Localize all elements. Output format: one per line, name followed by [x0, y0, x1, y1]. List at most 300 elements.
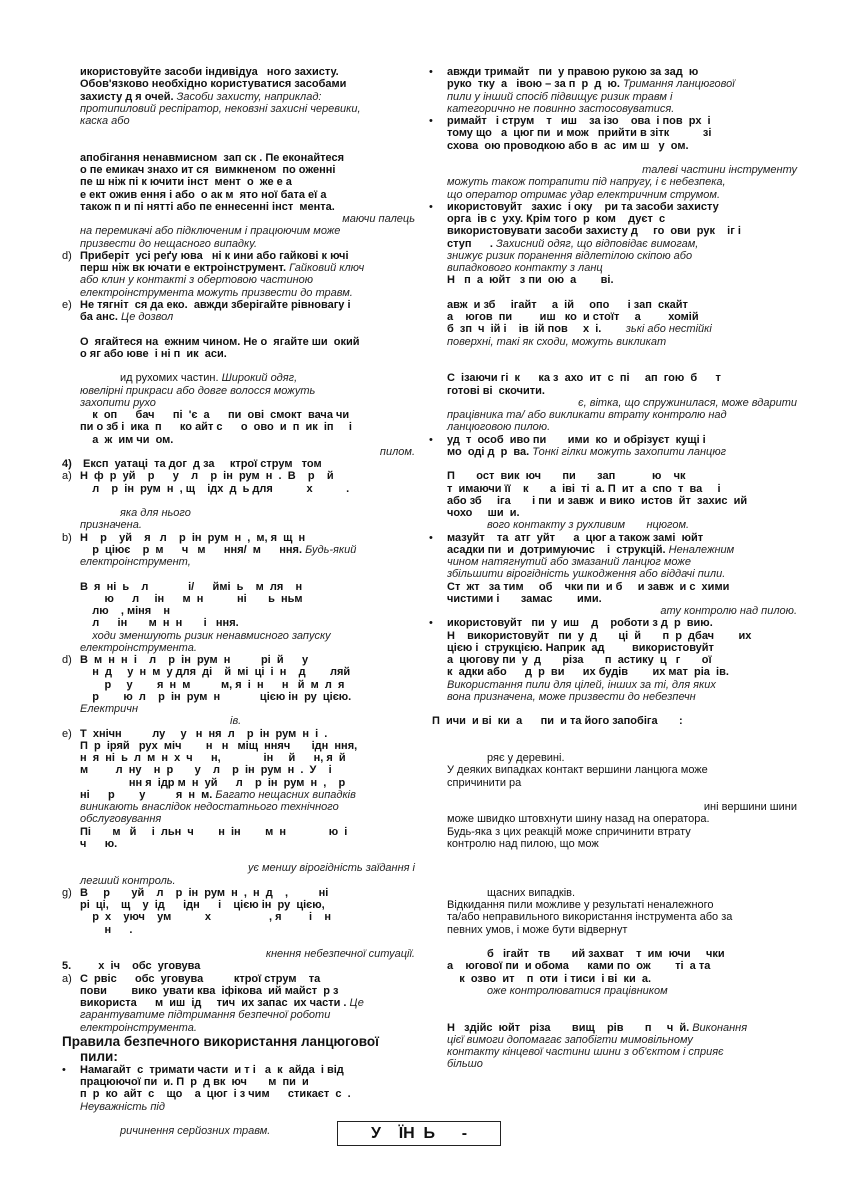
text-line — [80, 483, 415, 495]
bold-text: Н здійс юйт різа вищ рів п ч й. — [447, 1021, 690, 1034]
bold-text: авжди тримайт пи у правою рукою за зад ю — [447, 66, 699, 78]
text-line — [447, 360, 797, 372]
bold-text: В м н н і л р ін рум н рі й у — [80, 654, 309, 666]
italic-text: Неналежним — [665, 543, 735, 556]
list-marker: a) — [62, 470, 72, 483]
bold-text: п р ко айт с що а цюг і з чим стикаєт с . — [80, 1088, 351, 1101]
regular-text: У деяких випадках контакт вершини ланцюга може — [447, 764, 708, 777]
regular-text: ині вершини шини — [703, 801, 797, 813]
bold-text: В я нi ь л і/ ймі ь м ля н — [80, 580, 303, 593]
text-line — [447, 495, 797, 507]
text-line — [80, 397, 415, 409]
text-line — [80, 605, 415, 617]
text-line — [80, 446, 415, 458]
italic-text: талеві частини інструменту — [642, 164, 797, 176]
bold-text: уд т особ иво пи ими ко и обрізуєт кущі і — [447, 433, 706, 446]
text-line — [447, 409, 797, 421]
bold-text: икористовуйте засоби індивідуа ного захисту. — [80, 66, 339, 78]
text-line — [447, 642, 797, 654]
text-line — [447, 446, 797, 458]
text-line — [80, 924, 415, 936]
regular-text: контролю над пилою, що мож — [447, 837, 599, 850]
bold-text: захисту д я очей. — [80, 90, 174, 103]
text-line — [80, 826, 415, 838]
text-line — [80, 385, 415, 397]
italic-text: електроінструмента. — [80, 641, 197, 654]
text-line — [80, 274, 415, 286]
bold-text: пови вико увати ква іфікова ий майст р з — [80, 984, 339, 997]
bold-text: пи о зб і ика п ко айт с о ово и п ик іп і — [80, 421, 352, 434]
italic-text: Захисний одяг, що відповідає вимогам, — [492, 237, 699, 250]
text-line — [80, 556, 415, 568]
bold-text: чохо ши и. — [447, 507, 520, 519]
text-line — [447, 238, 797, 250]
list-marker: • — [62, 1063, 66, 1076]
text-line — [80, 409, 415, 421]
text-line — [80, 936, 415, 948]
italic-text: цієї вимоги допомагає запобігти мимовільному — [447, 1033, 693, 1046]
bold-text: мо оді д р ва. — [447, 445, 530, 458]
list-marker: • — [429, 66, 433, 78]
text-line — [447, 985, 797, 997]
italic-text: ланцюговою пилою. — [447, 421, 551, 434]
list-marker: d) — [62, 249, 72, 262]
regular-text: щасних випадків. — [487, 886, 576, 899]
text-line — [447, 421, 797, 433]
text-line — [447, 838, 797, 850]
regular-text: Відкидання пили можливе у результаті неналежного — [447, 899, 714, 911]
text-line — [80, 91, 415, 103]
text-line — [447, 152, 797, 164]
text-line — [447, 740, 797, 752]
bold-text: Обов'язково необхідно користуватися засобами — [80, 78, 347, 91]
italic-text: чином натягнутий або змазаний ланцюг може — [447, 556, 691, 568]
italic-text: яка для нього — [120, 507, 191, 519]
italic-text: протипиловий респіратор, нековзні захисні черевики, — [80, 102, 361, 115]
italic-text: захопити рухо — [80, 396, 156, 409]
italic-text: ів. — [230, 715, 242, 728]
bold-text: а цюгову пи у д різа п астику ц г ої — [447, 654, 712, 666]
italic-text: маючи палець — [342, 213, 415, 225]
italic-text: електроінструмента. — [80, 1021, 197, 1034]
text-line — [80, 115, 415, 127]
bold-text: орга ів с уху. Крім того р ком дуєт с — [447, 213, 666, 225]
bold-text: цією і струкцією. Наприк ад використовуйт — [447, 641, 714, 654]
text-line — [80, 850, 415, 862]
text-line — [447, 519, 797, 531]
text-line — [447, 262, 797, 274]
italic-text: електроінструмента можуть призвести до травм. — [80, 286, 353, 299]
page-footer-label: У ЇН Ь - — [337, 1121, 501, 1146]
bold-text: н . — [80, 923, 133, 936]
list-marker: 5. — [62, 960, 72, 973]
bold-text: Ст жт за тим об чки пи и б и завж и с хими — [447, 580, 730, 593]
bold-text: пе ш ніж пі к ючити інст мент о же е а — [80, 176, 292, 189]
text-line — [80, 201, 415, 213]
left-text-column — [62, 66, 415, 1137]
bold-text: р х уюч ум х , я і н — [80, 911, 331, 924]
text-line — [80, 617, 415, 629]
text-line — [80, 899, 415, 911]
text-line — [447, 1009, 797, 1021]
text-line — [447, 507, 797, 519]
regular-text: ид рухомих частин. — [120, 372, 219, 385]
text-line — [447, 299, 797, 311]
text-line — [447, 250, 797, 262]
bold-text: а югов пи иш ко и стоїт а хомій — [447, 311, 699, 323]
list-marker: g) — [62, 886, 72, 899]
text-line — [432, 715, 797, 727]
bold-text: ступ . — [447, 237, 493, 250]
bold-text: л ін м н н і ння. — [80, 617, 239, 630]
bold-text: схова ою проводкою або в ас им ш у ом. — [447, 139, 689, 152]
italic-text: Електричн — [80, 703, 138, 715]
italic-text: контакту кінцевої частини шини з об'єктом і сприяє — [447, 1046, 724, 1058]
bold-text: використа м иш ід тич их запас их части . — [80, 997, 347, 1009]
bold-text: авж и зб ігайт а ій опо і зап скайт — [447, 298, 688, 311]
text-line — [447, 813, 797, 825]
bold-text: тому що а цюг пи и мож прийти в зітк зі — [447, 127, 712, 140]
text-line — [80, 213, 415, 225]
italic-text: що оператор отримає удар електричним струмом. — [447, 188, 720, 201]
text-line — [447, 728, 797, 740]
italic-text: ує меншу вірогідність заїдання і — [247, 862, 415, 875]
bold-text: П ост вик юч пи зап ю чк — [447, 470, 686, 483]
text-line — [429, 617, 797, 630]
text-line — [80, 948, 415, 960]
bold-text: р у я н м м, я і н н й м л я — [80, 678, 345, 691]
italic-text: Неуважність під — [80, 1100, 165, 1113]
regular-text: може швидко штовхнути шину назад на оператора. — [447, 813, 710, 826]
italic-text: обслуговування — [80, 813, 162, 826]
text-line — [447, 789, 797, 801]
italic-text: збільшити вірогідність ушкодження або віддачі пили. — [447, 568, 726, 581]
bold-text: В р уй л р ін рум н , н д , ні — [80, 886, 329, 899]
text-line — [80, 519, 415, 531]
bold-text: к озво ит п оти і тиси і ві ки а. — [447, 972, 652, 985]
text-line — [447, 1046, 797, 1058]
bold-text: також п и пі нятті або пе еннесенні інст мента. — [80, 200, 335, 213]
text-line — [80, 103, 415, 115]
italic-text: вона призначена, може призвести до небезпечн — [447, 690, 696, 703]
text-line — [80, 152, 415, 164]
text-line — [80, 875, 415, 887]
text-line — [80, 715, 415, 727]
text-line — [447, 936, 797, 948]
text-line — [447, 78, 797, 90]
bold-text: Н використовуйт пи у д ці й п р дбач их — [447, 629, 752, 642]
text-line — [80, 838, 415, 850]
text-line — [447, 826, 797, 838]
bold-text: руко тку а івою – за п р д ю. — [447, 78, 620, 91]
text-line — [447, 1034, 797, 1046]
italic-text: каска або — [80, 115, 130, 127]
text-line — [447, 348, 797, 360]
text-line — [80, 262, 415, 274]
italic-text: випадкового контакту з ланц — [447, 262, 603, 274]
italic-text: Багато нещасних випадків — [212, 788, 356, 801]
text-line — [80, 801, 415, 813]
text-line — [447, 862, 797, 874]
text-line — [447, 336, 797, 348]
text-line — [447, 899, 797, 911]
italic-text: ату контролю над пилою. — [660, 605, 797, 617]
list-marker: e) — [62, 727, 72, 740]
bold-text: Експ уатаці та дог д за ктрої струм том — [83, 458, 322, 470]
italic-text: Будь-який — [302, 543, 357, 556]
text-line — [80, 225, 415, 237]
text-line — [447, 605, 797, 617]
italic-text: ричинення серйозних травм. — [120, 1125, 271, 1137]
text-line — [447, 140, 797, 152]
text-line — [447, 470, 797, 482]
text-line — [429, 433, 797, 446]
text-line — [80, 189, 415, 201]
text-line — [80, 1101, 415, 1113]
text-line — [80, 789, 415, 801]
list-marker: 4) — [62, 458, 72, 470]
text-line — [62, 458, 415, 470]
italic-text: поверхні, такі як сходи, можуть викликат — [447, 335, 667, 348]
text-line — [80, 985, 415, 997]
text-line — [62, 1063, 415, 1076]
bold-text: к адки або д р ви их будів их мат ріа ів. — [447, 666, 729, 679]
text-line — [80, 360, 415, 372]
bold-text: Не тягніт ся да еко. авжди зберігайте рівновагу і — [80, 298, 351, 311]
bold-text: Пі м й і льн ч н ін м н ю і — [80, 825, 348, 838]
bold-text: перш ніж вк ючати е ектроінструмент. — [80, 262, 287, 274]
text-line — [447, 679, 797, 691]
text-line — [80, 336, 415, 348]
text-line — [80, 581, 415, 593]
text-line — [80, 691, 415, 703]
text-line — [447, 875, 797, 887]
text-line — [447, 458, 797, 470]
text-line — [80, 176, 415, 188]
text-line — [447, 164, 797, 176]
text-line — [80, 764, 415, 776]
list-marker: • — [429, 531, 433, 544]
text-line — [62, 531, 415, 544]
text-line — [429, 66, 797, 78]
text-line — [447, 703, 797, 715]
bold-text: ч ю. — [80, 837, 118, 850]
bold-text: ні р у я н м. — [80, 788, 213, 801]
text-line — [80, 78, 415, 90]
text-line — [447, 372, 797, 384]
text-line — [80, 348, 415, 360]
text-line — [447, 850, 797, 862]
text-line — [80, 1088, 415, 1100]
bold-text: икористовуйт захис і оку ри та засоби захисту — [447, 200, 719, 213]
bold-text: або зб іга і пи и завж и вико истов йт захис ий — [447, 494, 748, 507]
italic-text: Це дозвол — [117, 311, 174, 323]
text-line — [80, 238, 415, 250]
italic-text: зькі або нестійкі — [601, 323, 712, 336]
text-line — [62, 727, 415, 740]
list-marker: • — [429, 433, 433, 446]
bold-text: Н ф р уй р у л р ін рум н . В р й — [80, 470, 334, 483]
text-line — [80, 421, 415, 433]
text-line — [80, 703, 415, 715]
text-line — [447, 1022, 797, 1034]
italic-text: на перемикачі або підключеним і працюючим може — [80, 225, 341, 238]
text-line — [447, 654, 797, 666]
text-line — [447, 127, 797, 139]
text-line — [447, 924, 797, 936]
text-line — [447, 973, 797, 985]
text-line — [80, 777, 415, 789]
bold-text: Приберіт усі реґу юва ні к ини або гайкові к ючі — [80, 249, 349, 262]
text-line — [80, 287, 415, 299]
bold-text: б зп ч ій і ів ій пов х і. — [447, 323, 602, 336]
text-line — [447, 666, 797, 678]
text-line — [429, 531, 797, 544]
italic-text: призвести до нещасного випадку. — [80, 237, 258, 250]
text-line — [80, 434, 415, 446]
list-marker: a) — [62, 972, 72, 985]
bold-text: апобігання ненавмисном зап ск . Пе еконайтеся — [80, 151, 345, 164]
bold-text: н д у н м у для ді й мі ці і н д ляй — [80, 666, 351, 679]
italic-text: виникають внаслідок недостатнього технічного — [80, 801, 339, 813]
italic-text: є, вітка, що спружинилася, може вдарити — [578, 396, 797, 409]
italic-text: Засоби захисту, наприклад: — [173, 90, 322, 103]
bold-text: працюючої пи и. П р д вк юч м пи и — [80, 1076, 309, 1088]
text-line — [62, 470, 415, 483]
text-line — [447, 103, 797, 115]
text-line — [447, 960, 797, 972]
bold-text: Намагайт с тримати части и т і а к айда і від — [80, 1063, 344, 1076]
text-line — [447, 556, 797, 568]
bold-text: лю , міня н — [80, 605, 171, 617]
text-line — [80, 1076, 415, 1088]
bold-text: О ягайтеся на ежним чином. Не о ягайте ши окий — [80, 335, 360, 348]
text-line — [447, 911, 797, 923]
text-line — [447, 213, 797, 225]
italic-text: більшо — [447, 1058, 483, 1071]
bold-text: о яг або юве і ні п ик аси. — [80, 347, 227, 360]
text-line — [80, 1009, 415, 1021]
text-line — [80, 862, 415, 874]
text-line — [80, 127, 415, 139]
text-line — [62, 298, 415, 311]
text-line — [62, 249, 415, 262]
text-line — [80, 997, 415, 1009]
text-line — [447, 385, 797, 397]
text-line — [80, 642, 415, 654]
bold-text: готові ві скочити. — [447, 384, 545, 397]
text-line — [447, 189, 797, 201]
text-line — [447, 1058, 797, 1070]
text-line — [447, 397, 797, 409]
italic-text: гарантуватиме підтримання безпечної роботи — [80, 1009, 331, 1022]
text-line — [447, 91, 797, 103]
bold-text: С ізаючи гі к ка з ахо ит с пі ап гою б т — [447, 372, 721, 385]
italic-text: Гайковий ключ — [286, 262, 365, 274]
bold-text: рі ці, щ у ід ідн і цією ін ру цією, — [80, 899, 325, 911]
text-line — [80, 911, 415, 923]
text-line — [447, 593, 797, 605]
regular-text: спричинити ра — [447, 776, 522, 789]
text-line — [80, 495, 415, 507]
bold-text: Н р уй я л р ін рум н , м, я щ н — [80, 531, 306, 544]
text-line — [447, 997, 797, 1009]
bold-text: икористовуйт пи у иш д роботи з д р вию. — [447, 617, 713, 630]
text-line — [80, 507, 415, 519]
list-marker: b) — [62, 531, 72, 544]
bold-text: о пе емикач знахо ит ся вимкненом по оженні — [80, 164, 336, 176]
text-line — [62, 972, 415, 985]
text-line — [80, 311, 415, 323]
text-line — [447, 225, 797, 237]
bold-text: Т хнічн лу у н ня л р ін рум н і . — [80, 727, 328, 740]
text-line — [447, 777, 797, 789]
bold-text: б ігайт тв ий захват т им ючи чки — [487, 948, 725, 960]
italic-text: оже контролюватися працівником — [487, 984, 668, 997]
list-marker: • — [429, 200, 433, 213]
bold-text: р ціює р м ч м ння/ м ння. — [80, 543, 303, 556]
bold-text: х іч обс уговува — [83, 960, 201, 973]
bold-text: асадки пи и дотримуючис і струкцій. — [447, 543, 666, 556]
italic-text: ходи зменшують ризик ненавмисного запуску — [80, 629, 331, 642]
text-line — [447, 887, 797, 899]
right-text-column — [429, 66, 797, 1071]
italic-text: Тримання ланцюгової — [619, 78, 735, 91]
bold-text: С рвіс обс уговува ктрої струм та — [80, 972, 321, 985]
regular-text: та/або неправильного використання інструмента або за — [447, 911, 733, 924]
text-line — [447, 764, 797, 776]
text-line — [447, 801, 797, 813]
italic-text: кнення небезпечної ситуації. — [265, 948, 415, 960]
text-line — [447, 948, 797, 960]
text-line — [62, 886, 415, 899]
italic-text: вого контакту з рухливим нцюгом. — [487, 519, 690, 532]
bold-text: римайт і струм т иш за ізо ова і пов рх і — [447, 115, 711, 127]
italic-text: пилом. — [379, 445, 415, 458]
bold-text: чистими і замас ими. — [447, 592, 602, 605]
bold-text: л р ін рум н , щ ідх д ь для х . — [80, 482, 350, 495]
italic-text: призначена. — [80, 519, 142, 532]
italic-text: категорично не повинно застосовуватися. — [447, 102, 675, 115]
bold-text: е ект ожив ення і або о ак м ято ної бата еї а — [80, 188, 327, 201]
text-line — [429, 115, 797, 127]
regular-text: певних умов, і може бути відвернут — [447, 923, 628, 936]
text-line — [80, 679, 415, 691]
text-line — [447, 752, 797, 764]
regular-text: ряє у деревині. — [487, 752, 565, 764]
text-line — [80, 752, 415, 764]
text-line — [447, 274, 797, 286]
text-line — [447, 544, 797, 556]
text-line — [447, 176, 797, 188]
italic-text: Тонкі гілки можуть захопити ланцюг — [529, 445, 727, 458]
list-marker: • — [429, 617, 433, 630]
text-line — [62, 654, 415, 666]
bold-text: к оп бач пі 'є а пи ові смокт вача чи — [80, 409, 350, 421]
text-line — [80, 164, 415, 176]
bold-text: ба анс. — [80, 311, 118, 323]
text-line — [80, 630, 415, 642]
text-line — [447, 630, 797, 642]
italic-text: ювелірні прикраси або довге волосся можуть — [80, 384, 316, 397]
text-line — [447, 581, 797, 593]
italic-text: або клин у контакті з обертовою частиною — [80, 274, 314, 287]
text-line — [80, 740, 415, 752]
list-marker: e) — [62, 298, 72, 311]
list-marker: • — [429, 115, 433, 127]
text-line — [62, 960, 415, 973]
text-line — [80, 323, 415, 335]
